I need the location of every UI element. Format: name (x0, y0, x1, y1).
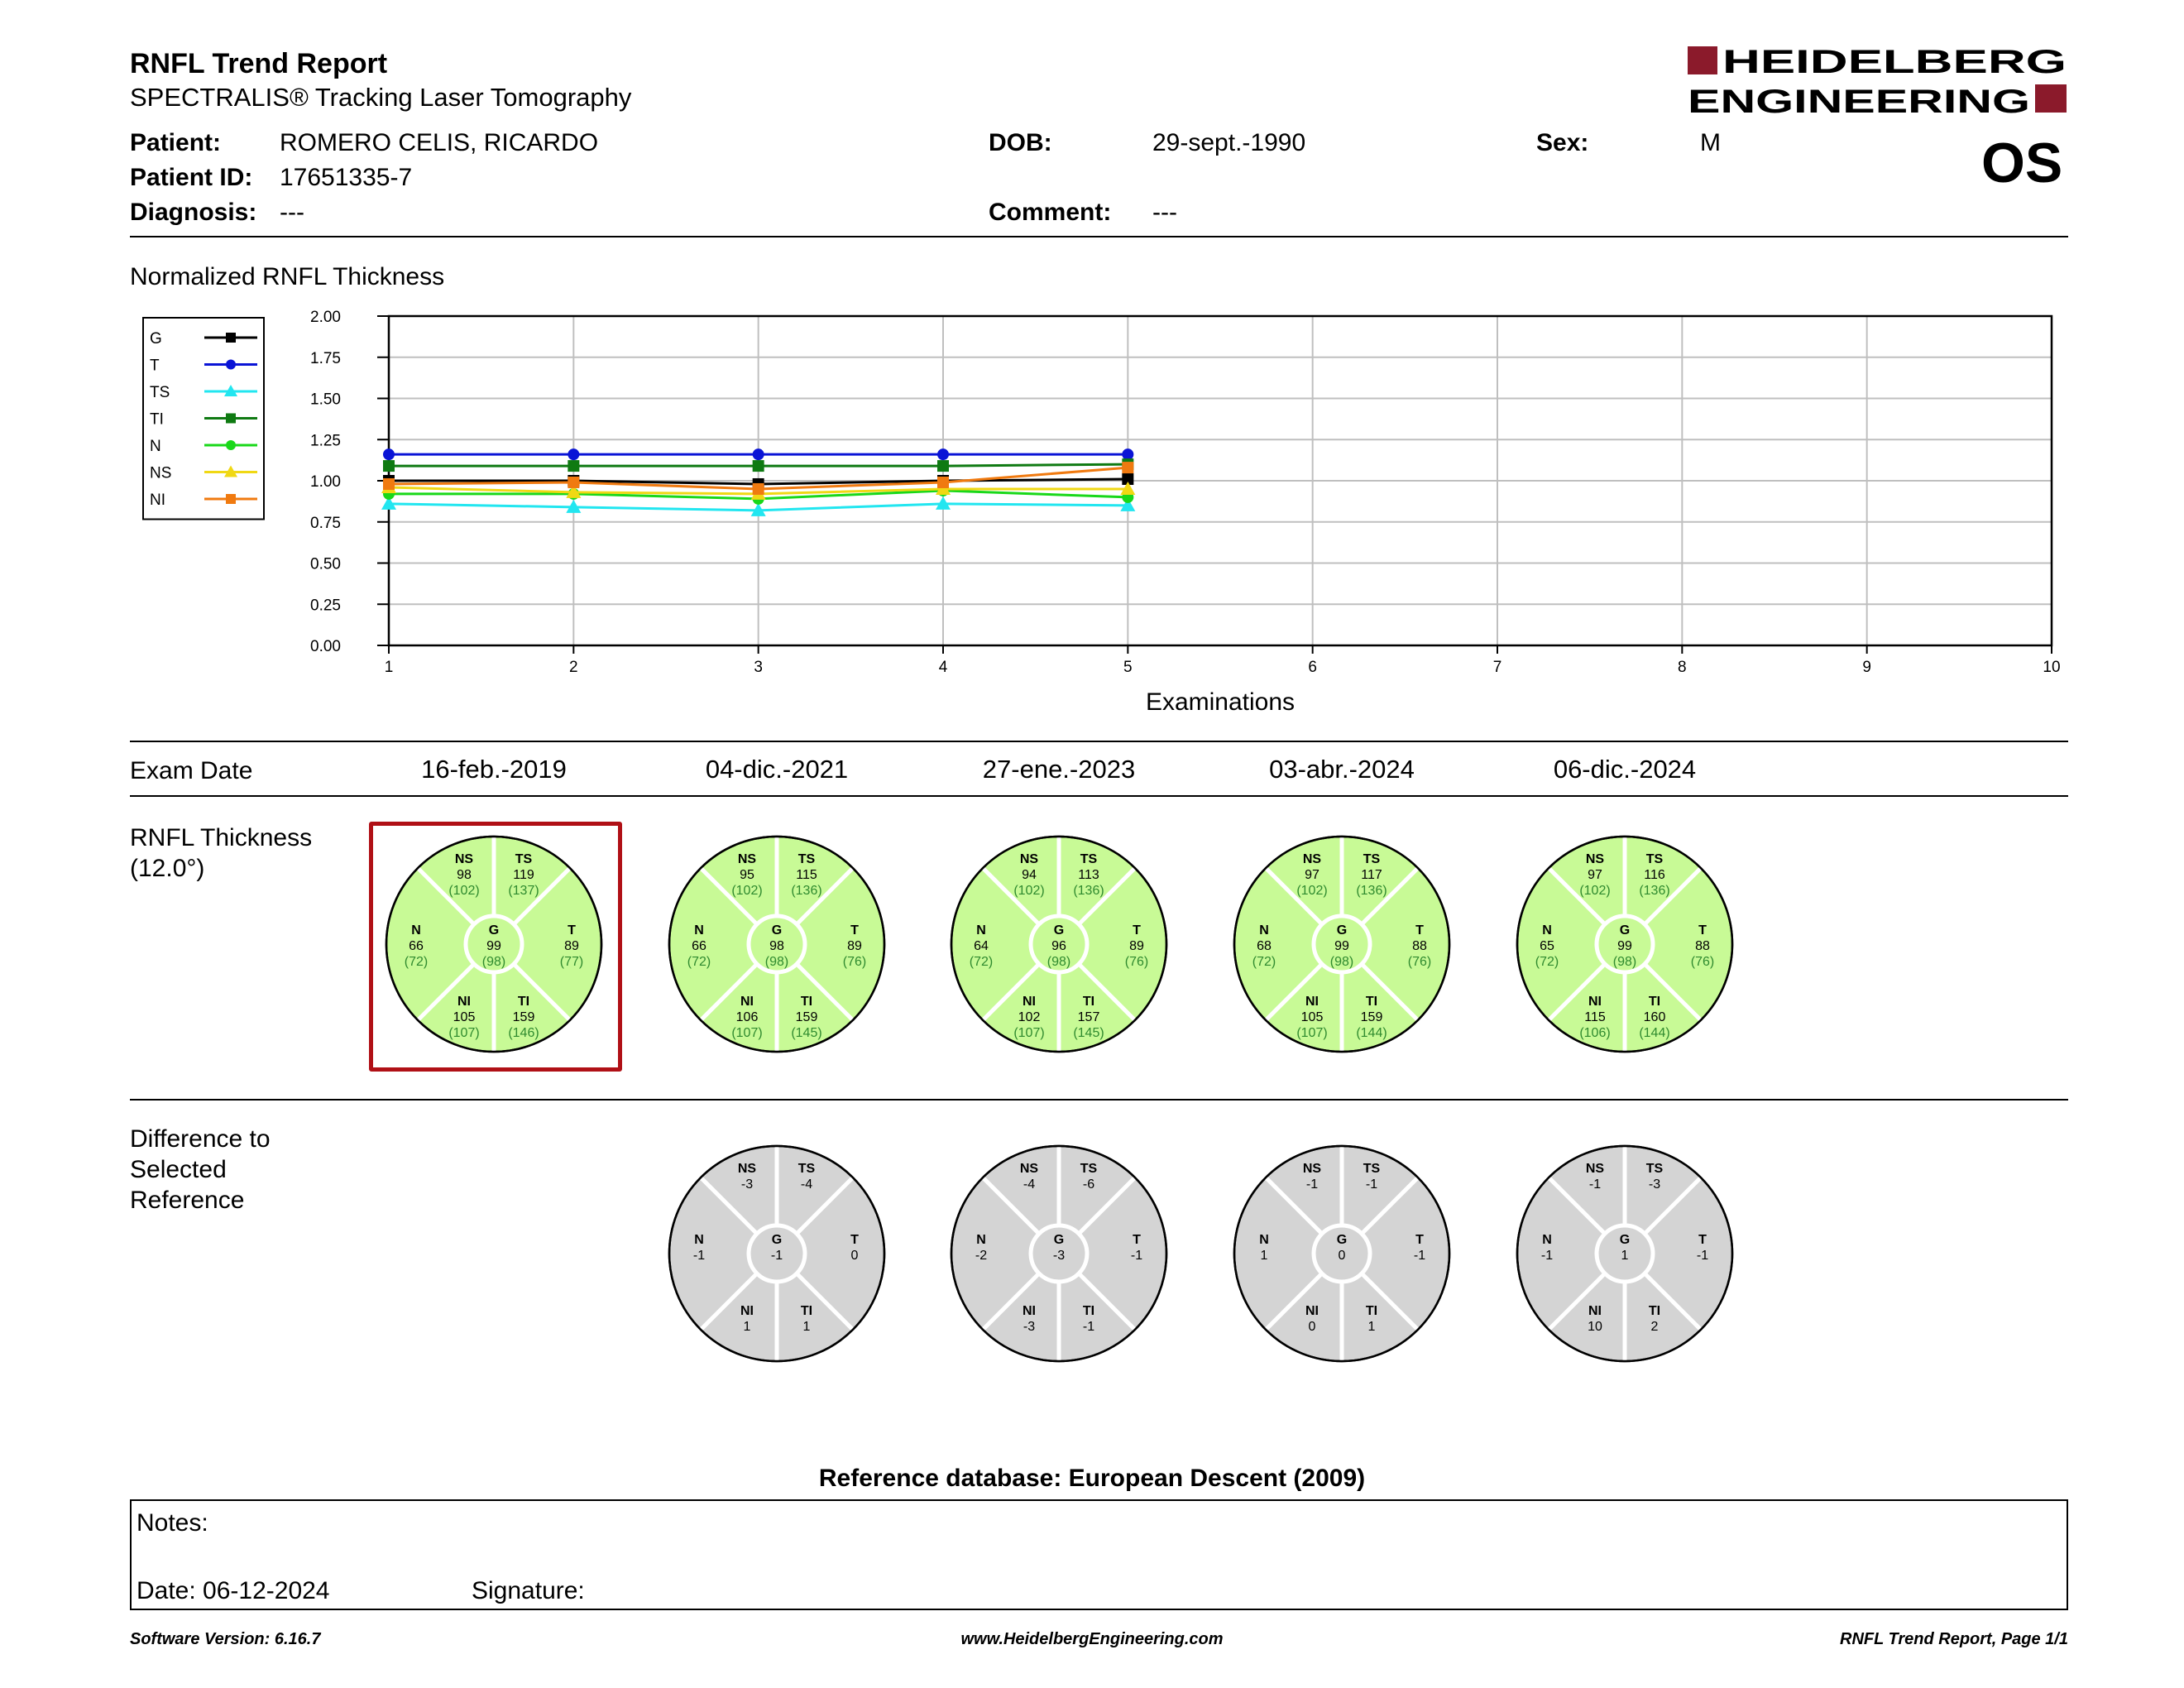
sector-label-t: T (568, 923, 576, 938)
sector-label-n: N (1259, 923, 1269, 938)
sector-label-n: N (976, 923, 986, 938)
sex-value: M (1700, 129, 1721, 156)
data-point-ni (568, 477, 579, 488)
sector-value-ts: 117 (1361, 868, 1382, 882)
legend-label-g: G (150, 330, 162, 348)
sector-label-ni: NI (1588, 1304, 1602, 1318)
sector-label-ts: TS (797, 852, 816, 866)
sector-value-t: -1 (1696, 1249, 1709, 1263)
chart-legend (143, 318, 264, 520)
sector-value-ns: 97 (1305, 868, 1320, 882)
sector-label-t: T (1133, 1233, 1141, 1247)
x-tick-label: 10 (2043, 659, 2061, 676)
legend-marker-ti (226, 414, 236, 424)
x-tick-label: 6 (1308, 659, 1317, 676)
sector-value-ti: 159 (1360, 1010, 1383, 1024)
x-axis-label: Examinations (1145, 688, 1296, 712)
data-point-ti (383, 460, 395, 472)
sector-label-ns: NS (454, 852, 474, 866)
sector-value-ns: 98 (457, 868, 472, 882)
sector-ref-ni: (107) (731, 1026, 763, 1040)
patient-id-label: Patient ID: (130, 164, 253, 191)
series-ti (383, 458, 1133, 472)
y-tick-label: 1.75 (310, 349, 341, 367)
rnfl-thickness-circle-2[interactable] (661, 828, 893, 1060)
sector-label-ti: TI (1365, 1304, 1378, 1318)
sector-value-ni: 105 (1300, 1010, 1324, 1024)
sector-label-t: T (1698, 1233, 1707, 1247)
y-tick-label: 0.25 (310, 597, 341, 615)
sector-value-ts: 115 (796, 868, 817, 882)
sector-label-ts: TS (1645, 852, 1664, 866)
exam-date-3: 27-ene.-2023 (982, 755, 1136, 784)
logo-line2: ENGINEERING (1688, 84, 2030, 116)
sector-label-g: G (1053, 1233, 1065, 1247)
dob-label: DOB: (989, 129, 1052, 156)
x-tick-label: 2 (569, 659, 578, 676)
sector-label-t: T (1415, 923, 1424, 938)
sector-ref-ns: (102) (1296, 884, 1328, 898)
sector-label-ti: TI (1082, 1304, 1095, 1318)
legend-label-t: T (150, 357, 160, 375)
report-title: RNFL Trend Report (130, 48, 388, 79)
sector-label-n: N (1542, 923, 1552, 938)
sector-ref-t: (76) (1407, 955, 1432, 969)
x-tick-label: 7 (1492, 659, 1502, 676)
sector-label-ni: NI (740, 1304, 754, 1318)
x-tick-label: 1 (384, 659, 394, 676)
sector-ref-t: (76) (1124, 955, 1149, 969)
sector-label-g: G (771, 923, 783, 938)
sector-value-ti: 1 (1367, 1320, 1376, 1334)
sector-label-ns: NS (1302, 852, 1322, 866)
sector-ref-ts: (136) (791, 884, 822, 898)
sector-value-t: -1 (1413, 1249, 1426, 1263)
sector-value-g: 99 (1617, 939, 1632, 953)
y-tick-label: 0.00 (310, 638, 341, 655)
sector-value-ti: 159 (512, 1010, 535, 1024)
sector-label-t: T (850, 1233, 859, 1247)
sector-ref-ns: (102) (448, 884, 480, 898)
difference-circle-4[interactable] (1509, 1138, 1741, 1369)
sector-ref-t: (76) (1690, 955, 1715, 969)
notes-date: Date: 06-12-2024 (136, 1577, 330, 1604)
sector-ref-n: (72) (1535, 955, 1559, 969)
sector-label-g: G (771, 1233, 783, 1247)
sector-label-ni: NI (1023, 995, 1036, 1009)
sector-label-g: G (1619, 923, 1631, 938)
difference-circle-1[interactable] (661, 1138, 893, 1369)
data-point-t (753, 448, 764, 460)
sector-label-ns: NS (737, 852, 757, 866)
sector-ref-ti: (146) (508, 1026, 539, 1040)
sector-value-n: -2 (975, 1249, 988, 1263)
sector-value-ti: -1 (1082, 1320, 1095, 1334)
sector-label-t: T (1133, 923, 1141, 938)
sector-ref-ni: (107) (448, 1026, 480, 1040)
sector-label-n: N (1542, 1233, 1552, 1247)
sector-ref-n: (72) (404, 955, 429, 969)
sector-value-n: 66 (409, 939, 424, 953)
trend-chart (0, 298, 2184, 712)
sector-ref-t: (76) (842, 955, 867, 969)
legend-marker-n (226, 440, 236, 450)
sector-value-ni: 10 (1588, 1320, 1602, 1334)
sector-ref-ns: (102) (1579, 884, 1611, 898)
sector-label-ti: TI (1648, 995, 1661, 1009)
data-point-ti (753, 460, 764, 472)
sector-value-ns: 94 (1022, 868, 1037, 882)
sector-ref-ts: (136) (1073, 884, 1104, 898)
sector-label-g: G (1336, 1233, 1348, 1247)
difference-circle-2[interactable] (943, 1138, 1175, 1369)
sector-value-ns: 95 (740, 868, 754, 882)
sector-label-g: G (1619, 1233, 1631, 1247)
sector-value-ts: -4 (800, 1177, 813, 1192)
sector-value-ti: 157 (1077, 1010, 1100, 1024)
data-point-ti (568, 460, 579, 472)
sector-ref-g: (98) (1612, 955, 1637, 969)
rnfl-label-line1: RNFL Thickness (130, 824, 313, 851)
sector-label-n: N (694, 1233, 704, 1247)
x-tick-label: 5 (1123, 659, 1133, 676)
sector-value-g: 99 (486, 939, 501, 953)
sector-label-ti: TI (1365, 995, 1378, 1009)
exam-bottom-divider (130, 795, 2068, 797)
data-point-ni (937, 477, 949, 488)
comment-value: --- (1152, 199, 1177, 226)
data-point-t (1122, 448, 1133, 460)
sector-label-ts: TS (515, 852, 533, 866)
sector-value-ts: -1 (1365, 1177, 1378, 1192)
sector-label-t: T (850, 923, 859, 938)
sector-value-ts: -6 (1082, 1177, 1095, 1192)
data-point-t (383, 448, 395, 460)
chart-title: Normalized RNFL Thickness (130, 263, 445, 290)
sector-value-g: -1 (770, 1249, 783, 1263)
legend-label-ti: TI (150, 410, 164, 429)
data-point-t (568, 448, 579, 460)
sector-value-ti: 2 (1650, 1320, 1659, 1334)
sector-value-n: 66 (692, 939, 706, 953)
sector-ref-ni: (107) (1296, 1026, 1328, 1040)
exam-date-2: 04-dic.-2021 (705, 755, 849, 784)
sector-label-ni: NI (1588, 995, 1602, 1009)
sector-ref-ts: (137) (508, 884, 539, 898)
legend-label-n: N (150, 438, 161, 455)
patient-id: 17651335-7 (280, 164, 413, 191)
sector-label-n: N (976, 1233, 986, 1247)
exam-date-label: Exam Date (130, 757, 253, 784)
sector-ref-ni: (106) (1579, 1026, 1611, 1040)
legend-marker-ni (226, 494, 236, 504)
sector-ref-g: (98) (481, 955, 506, 969)
sector-label-t: T (1415, 1233, 1424, 1247)
sector-ref-ts: (136) (1356, 884, 1387, 898)
sector-label-ns: NS (1585, 1162, 1605, 1176)
sector-label-ns: NS (1302, 1162, 1322, 1176)
legend-label-ni: NI (150, 492, 165, 509)
sector-label-ts: TS (1080, 1162, 1098, 1176)
rnfl-thickness-circle-1[interactable] (378, 828, 610, 1060)
diagnosis-label: Diagnosis: (130, 199, 257, 226)
sector-label-t: T (1698, 923, 1707, 938)
sex-label: Sex: (1536, 129, 1589, 156)
sector-label-ni: NI (457, 995, 471, 1009)
exam-date-1: 16-feb.-2019 (421, 755, 567, 784)
sector-value-ts: 119 (513, 868, 534, 882)
sector-value-ns: -1 (1588, 1177, 1602, 1192)
reference-database: Reference database: European Descent (2009) (818, 1465, 1366, 1492)
data-point-ni (753, 483, 764, 495)
sector-value-ns: -4 (1023, 1177, 1036, 1192)
sector-value-ni: 115 (1584, 1010, 1606, 1024)
sector-ref-ti: (145) (1073, 1026, 1104, 1040)
sector-label-n: N (411, 923, 421, 938)
eye-indicator: OS (1981, 132, 2063, 194)
sector-label-ni: NI (1305, 1304, 1319, 1318)
sector-label-ts: TS (1363, 852, 1381, 866)
signature-label: Signature: (472, 1577, 585, 1604)
y-tick-label: 0.75 (310, 514, 341, 532)
data-point-ni (383, 478, 395, 490)
sector-label-ns: NS (1019, 852, 1039, 866)
sector-value-g: 0 (1338, 1249, 1346, 1263)
sector-ref-n: (72) (1252, 955, 1276, 969)
sector-value-n: 65 (1540, 939, 1554, 953)
sector-value-g: 99 (1334, 939, 1349, 953)
data-point-t (937, 448, 949, 460)
x-tick-label: 4 (938, 659, 948, 676)
legend-marker-t (226, 360, 236, 370)
sector-ref-ti: (144) (1356, 1026, 1387, 1040)
sector-value-g: 1 (1621, 1249, 1629, 1263)
sector-value-g: 98 (769, 939, 784, 953)
sector-label-ts: TS (1645, 1162, 1664, 1176)
diagnosis-value: --- (280, 199, 304, 226)
legend-label-ns: NS (150, 464, 172, 482)
data-point-ti (937, 460, 949, 472)
sector-value-ni: 1 (743, 1320, 751, 1334)
sector-value-ni: 0 (1308, 1320, 1316, 1334)
sector-value-ns: 97 (1588, 868, 1602, 882)
heidelberg-logo (1688, 43, 2068, 116)
sector-value-n: 1 (1260, 1249, 1268, 1263)
sector-value-g: -3 (1052, 1249, 1066, 1263)
sector-value-n: -1 (1540, 1249, 1554, 1263)
diff-label-line2: Selected (130, 1156, 227, 1183)
sector-label-ts: TS (1080, 852, 1098, 866)
sector-value-ni: 105 (453, 1010, 476, 1024)
y-tick-label: 2.00 (310, 309, 341, 326)
sector-label-g: G (1053, 923, 1065, 938)
logo-line1: HEIDELBERG (1722, 44, 2067, 80)
sector-value-ti: 1 (802, 1320, 811, 1334)
y-tick-label: 1.50 (310, 391, 341, 409)
sector-value-t: 89 (1129, 939, 1144, 953)
sector-ref-g: (98) (1329, 955, 1354, 969)
sector-ref-g: (98) (1046, 955, 1071, 969)
x-tick-label: 8 (1678, 659, 1687, 676)
sector-ref-t: (77) (559, 955, 584, 969)
sector-label-ns: NS (1019, 1162, 1039, 1176)
y-tick-label: 1.00 (310, 473, 341, 491)
sector-label-ti: TI (1082, 995, 1095, 1009)
sector-ref-ns: (102) (1013, 884, 1045, 898)
header-divider (130, 236, 2068, 237)
legend-label-ts: TS (150, 384, 170, 401)
series-t (383, 448, 1133, 460)
sector-ref-ts: (136) (1639, 884, 1670, 898)
sector-label-ti: TI (800, 995, 813, 1009)
sector-value-ts: 116 (1644, 868, 1665, 882)
sector-value-t: 0 (850, 1249, 859, 1263)
sector-label-ti: TI (517, 995, 530, 1009)
sector-ref-g: (98) (764, 955, 789, 969)
sector-value-ni: 106 (735, 1010, 759, 1024)
sector-value-t: 89 (847, 939, 862, 953)
sector-value-ns: -3 (740, 1177, 754, 1192)
sector-value-t: 88 (1412, 939, 1427, 953)
x-tick-label: 9 (1862, 659, 1871, 676)
footer-website[interactable]: www.HeidelbergEngineering.com (960, 1630, 1224, 1648)
y-tick-label: 0.50 (310, 555, 341, 573)
rnfl-thickness-circle-4[interactable] (1226, 828, 1458, 1060)
sector-ref-ns: (102) (731, 884, 763, 898)
exam-top-divider (130, 741, 2068, 742)
sector-label-ts: TS (1363, 1162, 1381, 1176)
sector-value-n: -1 (692, 1249, 706, 1263)
sector-ref-ti: (145) (791, 1026, 822, 1040)
data-point-ni (1122, 462, 1133, 473)
notes-box[interactable] (130, 1499, 2068, 1610)
exam-date-4: 03-abr.-2024 (1269, 755, 1415, 784)
sector-value-ti: 159 (795, 1010, 818, 1024)
sector-label-n: N (694, 923, 704, 938)
footer-software-version: Software Version: 6.16.7 (130, 1630, 321, 1648)
diff-top-divider (130, 1099, 2068, 1101)
sector-label-ts: TS (797, 1162, 816, 1176)
sector-label-ni: NI (1305, 995, 1319, 1009)
sector-value-ni: -3 (1023, 1320, 1036, 1334)
sector-label-ni: NI (1023, 1304, 1036, 1318)
sector-value-ts: -3 (1648, 1177, 1661, 1192)
dob-value: 29-sept.-1990 (1152, 129, 1306, 156)
sector-label-ti: TI (1648, 1304, 1661, 1318)
sector-label-n: N (1259, 1233, 1269, 1247)
sector-value-ni: 102 (1018, 1010, 1041, 1024)
comment-label: Comment: (989, 199, 1112, 226)
sector-label-g: G (1336, 923, 1348, 938)
rnfl-thickness-circle-5[interactable] (1509, 828, 1741, 1060)
exam-date-5: 06-dic.-2024 (1553, 755, 1697, 784)
sector-ref-ni: (107) (1013, 1026, 1045, 1040)
sector-label-ti: TI (800, 1304, 813, 1318)
footer-page: RNFL Trend Report, Page 1/1 (1840, 1630, 2068, 1648)
rnfl-label-line2: (12.0°) (130, 855, 205, 882)
rnfl-thickness-circle-3[interactable] (943, 828, 1175, 1060)
sector-value-ns: -1 (1305, 1177, 1319, 1192)
sector-value-t: 89 (564, 939, 579, 953)
sector-label-ni: NI (740, 995, 754, 1009)
sector-value-ti: 160 (1643, 1010, 1666, 1024)
notes-label: Notes: (136, 1509, 208, 1537)
legend-marker-g (226, 333, 236, 343)
sector-value-t: -1 (1130, 1249, 1143, 1263)
sector-value-t: 88 (1695, 939, 1710, 953)
sector-value-n: 64 (974, 939, 989, 953)
report-subtitle: SPECTRALIS® Tracking Laser Tomography (130, 83, 632, 112)
sector-label-ns: NS (1585, 852, 1605, 866)
patient-label: Patient: (130, 129, 222, 156)
sector-ref-n: (72) (969, 955, 994, 969)
x-tick-label: 3 (754, 659, 763, 676)
sector-value-g: 96 (1051, 939, 1066, 953)
sector-value-ts: 113 (1078, 868, 1099, 882)
sector-value-n: 68 (1257, 939, 1272, 953)
patient-name: ROMERO CELIS, RICARDO (280, 129, 599, 156)
y-tick-label: 1.25 (310, 432, 341, 450)
sector-ref-n: (72) (687, 955, 711, 969)
sector-label-ns: NS (737, 1162, 757, 1176)
difference-circle-3[interactable] (1226, 1138, 1458, 1369)
sector-ref-ti: (144) (1639, 1026, 1670, 1040)
sector-label-g: G (488, 923, 500, 938)
diff-label-line1: Difference to (130, 1125, 271, 1153)
diff-label-line3: Reference (130, 1187, 245, 1214)
